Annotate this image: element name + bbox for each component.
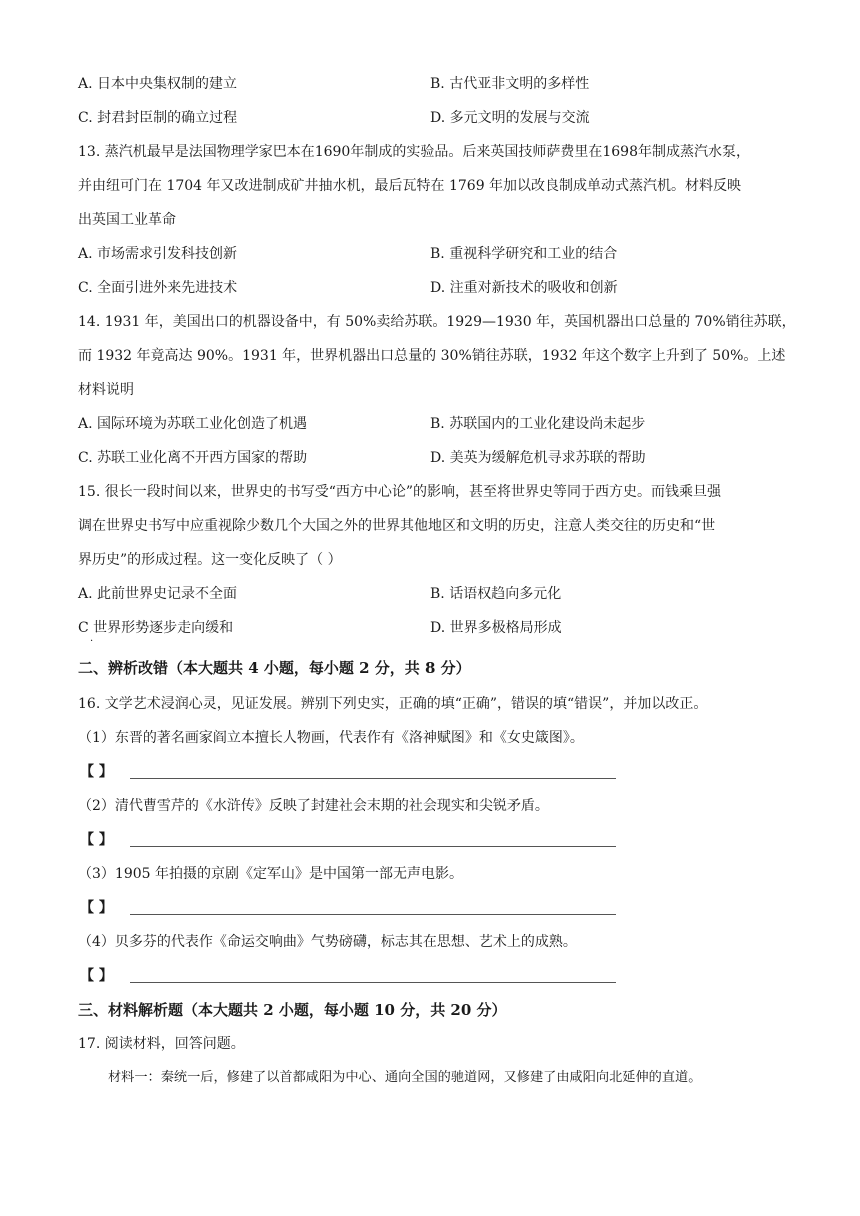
q15-option-a: A. 此前世界史记录不全面 (78, 586, 238, 602)
q13-stem-line3: 出英国工业革命 (78, 212, 176, 228)
q14-option-a: A. 国际环境为苏联工业化创造了机遇 (78, 416, 308, 432)
q14-stem-line3: 材料说明 (78, 382, 134, 398)
q14-stem-line2: 而 1932 年竟高达 90%。1931 年，世界机器出口总量的 30%销往苏联，1932 年这个数字上升到了 50%。上述 (78, 348, 786, 364)
q12-option-a: A. 日本中央集权制的建立 (78, 76, 238, 92)
q14-stem-line1: 14. 1931 年，美国出口的机器设备中，有 50%卖给苏联。1929—1930 年，英国机器出口总量的 70%销往苏联， (78, 314, 796, 330)
q16-answer-bracket-4: 【 】 (80, 968, 113, 984)
q16-item-3: （3）1905 年拍摄的京剧《定军山》是中国第一部无声电影。 (78, 866, 463, 882)
q15-option-d: D. 世界多极格局形成 (430, 620, 562, 636)
q16-item-2: （2）清代曹雪芹的《水浒传》反映了封建社会末期的社会现实和尖锐矛盾。 (78, 798, 549, 814)
q16-item-1: （1）东晋的著名画家阎立本擅长人物画，代表作有《洛神赋图》和《女史箴图》。 (78, 730, 584, 746)
q15-stem-line2: 调在世界史书写中应重视除少数几个大国之外的世界其他地区和文明的历史，注意人类交往的历史和“世 (78, 518, 716, 534)
q13-option-c: C. 全面引进外来先进技术 (78, 280, 238, 296)
q17-material-1: 材料一：秦统一后，修建了以首都咸阳为中心、通向全国的驰道网，又修建了由咸阳向北延伸的直道。 (108, 1070, 702, 1085)
q16-answer-line-3[interactable] (130, 914, 616, 915)
q16-answer-line-2[interactable] (130, 846, 616, 847)
q17-stem: 17. 阅读材料，回答问题。 (78, 1036, 245, 1052)
q13-option-d: D. 注重对新技术的吸收和创新 (430, 280, 618, 296)
q12-option-c: C. 封君封臣制的确立过程 (78, 110, 238, 126)
section2-title: 二、辨析改错（本大题共 4 小题，每小题 2 分，共 8 分） (78, 659, 471, 677)
q14-option-b: B. 苏联国内的工业化建设尚未起步 (430, 416, 646, 432)
q13-stem-line2: 并由纽可门在 1704 年又改进制成矿井抽水机，最后瓦特在 1769 年加以改良制成单动式蒸汽机。材料反映 (78, 178, 742, 194)
section3-title: 三、材料解析题（本大题共 2 小题，每小题 10 分，共 20 分） (78, 1001, 507, 1019)
q16-answer-bracket-2: 【 】 (80, 832, 113, 848)
q16-answer-bracket-1: 【 】 (80, 764, 113, 780)
q13-stem-line1: 13. 蒸汽机最早是法国物理学家巴本在1690年制成的实验品。后来英国技师萨费里在1698年制成蒸汽水泵， (78, 144, 750, 160)
q16-item-4: （4）贝多芬的代表作《命运交响曲》气势磅礴，标志其在思想、艺术上的成熟。 (78, 934, 577, 950)
q16-answer-line-4[interactable] (130, 982, 616, 983)
q13-option-a: A. 市场需求引发科技创新 (78, 246, 238, 262)
q16-answer-bracket-3: 【 】 (80, 900, 113, 916)
q15-stem-line3: 界历史”的形成过程。这一变化反映了（ ） (78, 552, 342, 568)
q12-option-b: B. 古代亚非文明的多样性 (430, 76, 590, 92)
stray-dot-mark: · (90, 636, 94, 647)
q16-stem: 16. 文学艺术浸润心灵，见证发展。辨别下列史实，正确的填“正确”，错误的填“错误”，并加以改正。 (78, 696, 708, 712)
q14-option-c: C. 苏联工业化离不开西方国家的帮助 (78, 450, 308, 466)
q12-option-d: D. 多元文明的发展与交流 (430, 110, 590, 126)
q15-option-c: C 世界形势逐步走向缓和 (78, 620, 234, 636)
q15-option-b: B. 话语权趋向多元化 (430, 586, 562, 602)
q16-answer-line-1[interactable] (130, 778, 616, 779)
q13-option-b: B. 重视科学研究和工业的结合 (430, 246, 618, 262)
q14-option-d: D. 美英为缓解危机寻求苏联的帮助 (430, 450, 646, 466)
q15-stem-line1: 15. 很长一段时间以来，世界史的书写受“西方中心论”的影响，甚至将世界史等同于西方史。而钱乘旦强 (78, 484, 722, 500)
